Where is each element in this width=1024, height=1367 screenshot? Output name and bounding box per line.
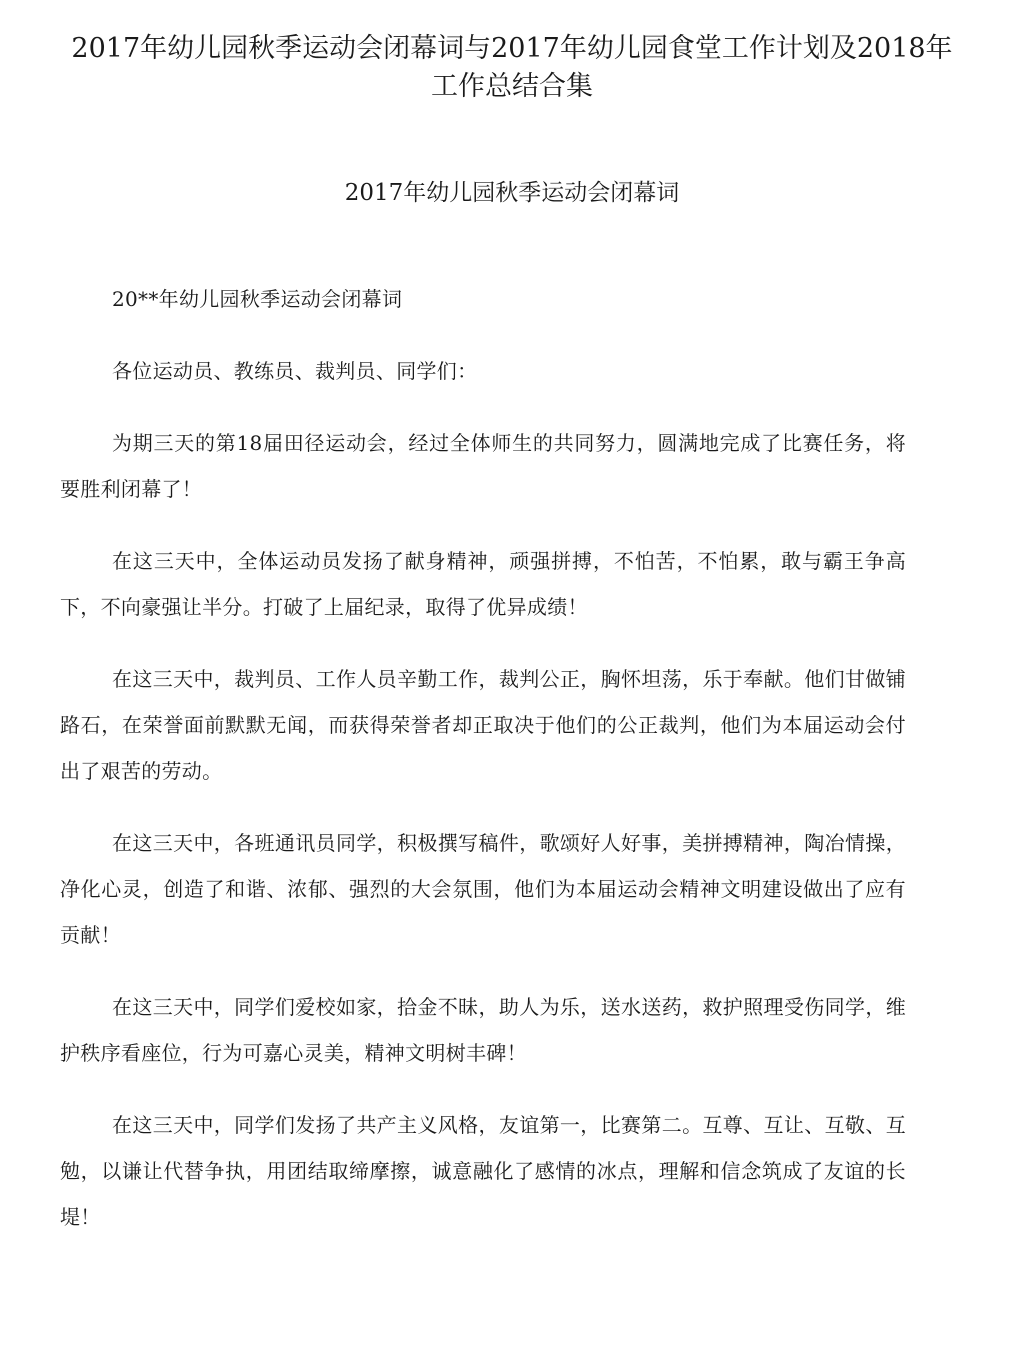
paragraph-heading: 20**年幼儿园秋季运动会闭幕词	[112, 287, 403, 311]
paragraph-salutation: 各位运动员、教练员、裁判员、同学们：	[112, 359, 478, 383]
paragraph: 在这三天中，同学们发扬了共产主义风格，友谊第一，比赛第二。互尊、互让、互敬、互勉，以谦让代替争执，用团结取缔摩擦，诚意融化了感情的冰点，理解和信念筑成了友谊的长堤！	[60, 1113, 906, 1229]
paragraph: 为期三天的第18届田径运动会，经过全体师生的共同努力，圆满地完成了比赛任务，将要胜利闭幕了！	[60, 431, 906, 501]
document-body	[60, 276, 906, 1266]
section-title: 2017年幼儿园秋季运动会闭幕词	[344, 180, 680, 206]
paragraph: 在这三天中，同学们爱校如家，拾金不昧，助人为乐，送水送药，救护照理受伤同学，维护秩序看座位，行为可嘉心灵美，精神文明树丰碑！	[60, 995, 906, 1065]
paragraph: 在这三天中，各班通讯员同学，积极撰写稿件，歌颂好人好事，美拼搏精神，陶冶情操，净化心灵，创造了和谐、浓郁、强烈的大会氛围，他们为本届运动会精神文明建设做出了应有贡献！	[60, 831, 906, 947]
paragraph: 在这三天中，裁判员、工作人员辛勤工作，裁判公正，胸怀坦荡，乐于奉献。他们甘做铺路石，在荣誉面前默默无闻，而获得荣誉者却正取决于他们的公正裁判，他们为本届运动会付出了艰苦的劳动。	[60, 667, 906, 783]
document-title: 2017年幼儿园秋季运动会闭幕词与2017年幼儿园食堂工作计划及2018年工作总结合集	[71, 33, 953, 102]
paragraph: 在这三天中，全体运动员发扬了献身精神，顽强拼搏，不怕苦，不怕累，敢与霸王争高下，不向豪强让半分。打破了上届纪录，取得了优异成绩！	[60, 549, 906, 619]
